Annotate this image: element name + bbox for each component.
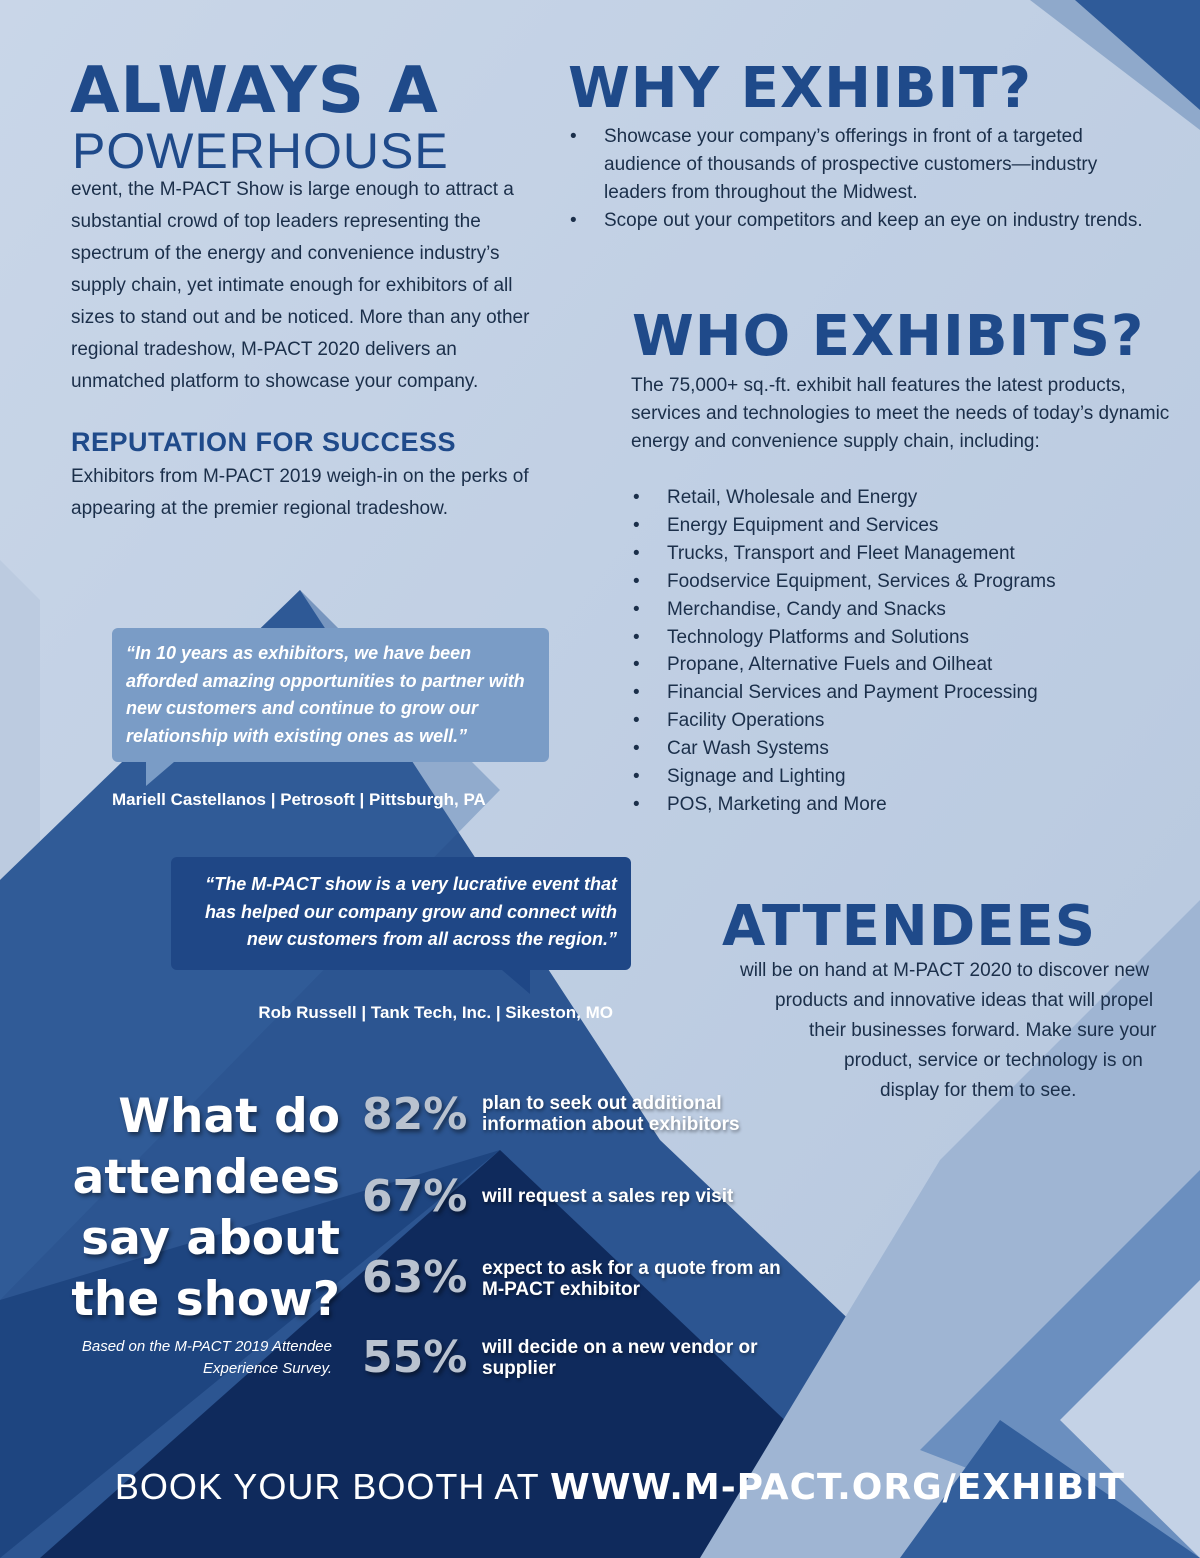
exhibitor-category-item: • Energy Equipment and Services bbox=[631, 512, 1151, 540]
exhibitor-category-item: • Merchandise, Candy and Snacks bbox=[631, 596, 1151, 624]
exhibitor-category-item: • POS, Marketing and More bbox=[631, 791, 1151, 819]
exhibitor-category-item: • Car Wash Systems bbox=[631, 735, 1151, 763]
testimonial-attribution-1: Mariell Castellanos | Petrosoft | Pittsburgh, PA bbox=[112, 790, 486, 809]
always-a-title: ALWAYS A bbox=[70, 54, 439, 128]
attendees-paragraph bbox=[730, 956, 1180, 1106]
attendees-line: product, service or technology is on bbox=[844, 1050, 1143, 1071]
cta-prefix: BOOK YOUR BOOTH AT bbox=[114, 1466, 551, 1507]
stat-percent: 67% bbox=[362, 1171, 468, 1222]
speech-bubble-tail bbox=[502, 970, 530, 994]
exhibitor-category-item: • Propane, Alternative Fuels and Oilheat bbox=[631, 651, 1151, 679]
attendees-title: ATTENDEES bbox=[722, 894, 1097, 959]
why-exhibit-title: WHY EXHIBIT? bbox=[568, 56, 1033, 121]
why-exhibit-item: • Scope out your competitors and keep an eye on industry trends. bbox=[568, 207, 1148, 235]
reputation-paragraph: Exhibitors from M-PACT 2019 weigh-in on the perks of appearing at the premier regional tradeshow. bbox=[71, 466, 529, 519]
book-booth-cta bbox=[0, 1462, 1200, 1513]
exhibitor-category-item: • Foodservice Equipment, Services & Programs bbox=[631, 568, 1151, 596]
exhibitor-category-item: • Technology Platforms and Solutions bbox=[631, 624, 1151, 652]
exhibitor-category-item: • Signage and Lighting bbox=[631, 763, 1151, 791]
exhibit-url-link[interactable]: WWW.M-PACT.ORG/EXHIBIT bbox=[550, 1467, 1126, 1508]
attendees-line: their businesses forward. Make sure your bbox=[809, 1020, 1157, 1041]
who-exhibits-title: WHO EXHIBITS? bbox=[632, 304, 1145, 369]
intro-paragraph: event, the M-PACT Show is large enough to attract a substantial crowd of top leaders representing the spectrum of the energy and convenience industry’s supply chain, yet intimate enough for exhibitors of all sizes to stand out and be noticed. More than any other regional tradeshow, M-PACT 2020 delivers an unmatched platform to showcase your company. bbox=[71, 179, 530, 392]
reputation-heading: REPUTATION FOR SUCCESS bbox=[71, 427, 457, 457]
attendees-line: will be on hand at M-PACT 2020 to discover new bbox=[740, 960, 1150, 981]
speech-bubble-tail bbox=[146, 762, 174, 786]
stat-description: expect to ask for a quote from an M-PACT exhibitor bbox=[482, 1258, 781, 1300]
testimonial-quote-2: “The M-PACT show is a very lucrative event that has helped our company grow and connect with new customers from all across the region.” bbox=[171, 857, 631, 970]
powerhouse-subtitle: POWERHOUSE bbox=[72, 123, 449, 179]
survey-source-note: Based on the M-PACT 2019 Attendee Experience Survey. bbox=[81, 1338, 332, 1377]
exhibitor-category-item: • Facility Operations bbox=[631, 707, 1151, 735]
exhibitor-category-item: • Retail, Wholesale and Energy bbox=[631, 484, 1151, 512]
exhibitor-category-list bbox=[631, 484, 1151, 819]
testimonial-quote-1: “In 10 years as exhibitors, we have been afforded amazing opportunities to partner with new customers and continue to grow our relationship with existing ones as well.” bbox=[112, 628, 549, 762]
stat-percent: 82% bbox=[362, 1089, 468, 1140]
why-exhibit-list bbox=[568, 123, 1148, 235]
exhibitor-category-item: • Financial Services and Payment Processing bbox=[631, 679, 1151, 707]
attendees-line: products and innovative ideas that will propel bbox=[775, 990, 1154, 1011]
stat-percent: 55% bbox=[362, 1332, 468, 1383]
stat-description: will decide on a new vendor or supplier bbox=[482, 1337, 758, 1379]
who-exhibits-paragraph: The 75,000+ sq.-ft. exhibit hall features the latest products, services and technologies to meet the needs of today’s dynamic energy and convenience supply chain, including: bbox=[631, 375, 1170, 452]
stat-percent: 63% bbox=[362, 1252, 468, 1303]
exhibitor-category-item: • Trucks, Transport and Fleet Management bbox=[631, 540, 1151, 568]
attendees-line: display for them to see. bbox=[880, 1080, 1077, 1101]
stat-description: will request a sales rep visit bbox=[482, 1186, 734, 1207]
why-exhibit-item: • Showcase your company’s offerings in front of a targeted audience of thousands of prospective customers—industry leaders from throughout the Midwest. bbox=[568, 123, 1148, 207]
testimonial-attribution-2: Rob Russell | Tank Tech, Inc. | Sikeston, MO bbox=[258, 1003, 613, 1022]
stat-description: plan to seek out additional information about exhibitors bbox=[482, 1093, 740, 1135]
survey-title: What do attendees say about the show? bbox=[71, 1089, 340, 1327]
